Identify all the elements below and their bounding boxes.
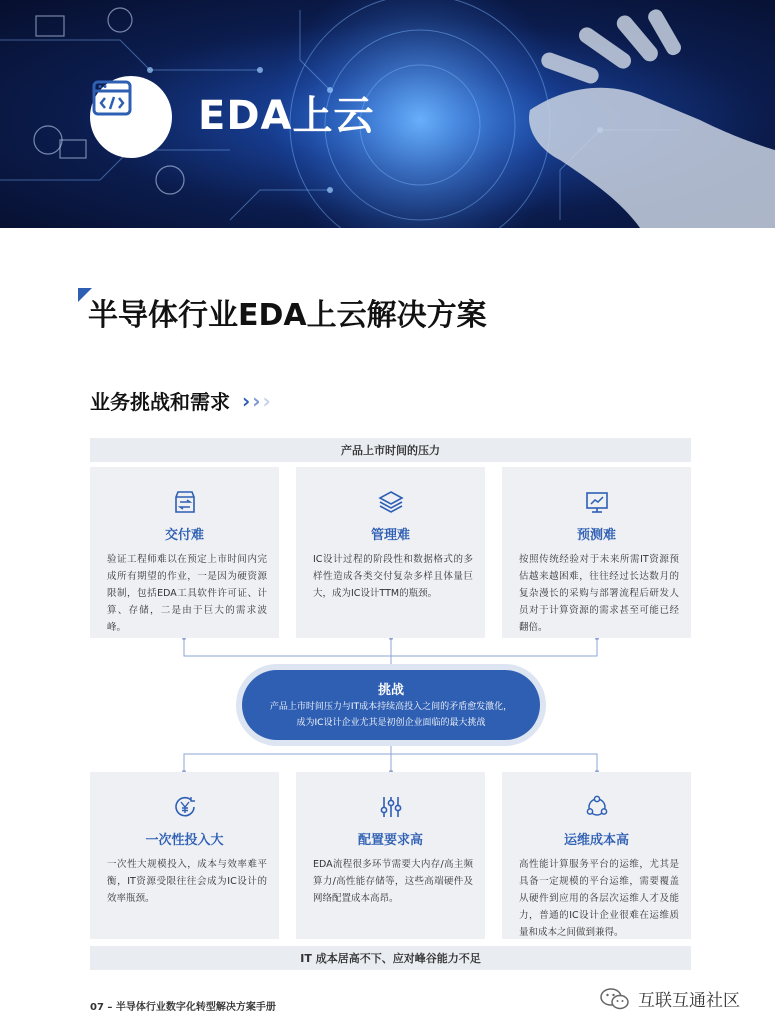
- layers-icon: [378, 489, 404, 515]
- chevron-right-icon: ›: [262, 388, 271, 413]
- challenge-pill: [242, 670, 540, 740]
- chart-monitor-icon: [584, 489, 610, 515]
- network-cycle-icon: [584, 794, 610, 820]
- banner-title: EDA上云: [198, 93, 375, 139]
- card-ops-cost: [502, 772, 691, 939]
- card-text: 验证工程师难以在预定上市时间内完成所有期望的作业，一是因为硬资源限制，包括EDA工具软件许可证、计算、存储，二是由于巨大的需求波峰。: [107, 554, 267, 633]
- card-title: 预测难: [576, 528, 616, 543]
- bottom-cost-bar: IT 成本居高不下、应对峰谷能力不足: [90, 946, 691, 970]
- page-title: 半导体行业EDA上云解决方案: [88, 298, 487, 333]
- card-upfront-cost: [90, 772, 279, 939]
- chevron-right-icon: ›: [252, 388, 261, 413]
- card-text: 一次性大规模投入，成本与效率难平衡，IT资源受限往往会成为IC设计的效率瓶颈。: [107, 859, 267, 904]
- box-exchange-icon: [172, 489, 198, 515]
- card-text: 高性能计算服务平台的运维，尤其是具备一定规模的平台运维，需要覆盖从硬件到应用的各层次运维人才及能力，普通的IC设计企业很难在运维质量和成本之间做到兼得。: [519, 859, 679, 938]
- challenge-text-line-2: 成为IC设计企业尤其是初创企业面临的最大挑战: [296, 718, 486, 728]
- card-title: 运维成本高: [563, 833, 629, 848]
- card-title: 配置要求高: [357, 833, 423, 848]
- footer-brand-text: 互联互通社区: [638, 991, 740, 1011]
- yen-coin-icon: [172, 794, 198, 820]
- challenge-text-line-1: 产品上市时间压力与IT成本持续高投入之间的矛盾愈发激化，: [269, 702, 513, 712]
- subheading-text: 业务挑战和需求: [90, 390, 230, 414]
- card-config-requirements: [296, 772, 485, 939]
- card-text: EDA流程很多环节需要大内存/高主频算力/高性能存储等，这些高端硬件及网络配置成本高昂。: [313, 859, 473, 904]
- chevron-right-icon: ›: [242, 388, 251, 413]
- top-pressure-bar: 产品上市时间的压力: [90, 438, 691, 462]
- footer-brand: [600, 986, 740, 1011]
- footer-page-label: 07 – 半导体行业数字化转型解决方案手册: [90, 1002, 276, 1013]
- sliders-icon: [378, 794, 404, 820]
- card-text: IC设计过程的阶段性和数据格式的多样性造成各类交付复杂多样且体量巨大，成为IC设计TTM的瓶颈。: [313, 554, 473, 599]
- card-text: 按照传统经验对于未来所需IT资源预估越来越困难，往往经过长达数月的复杂漫长的采购与部署流程后研发人员对于计算资源的需求甚至可能已经翻倍。: [519, 554, 679, 633]
- card-title: 管理难: [370, 528, 410, 543]
- challenge-title: 挑战: [377, 683, 404, 698]
- wechat-icon: [600, 988, 630, 1010]
- card-title: 交付难: [164, 528, 204, 543]
- card-forecast: [502, 467, 691, 638]
- card-delivery: [90, 467, 279, 638]
- card-management: [296, 467, 485, 638]
- card-title: 一次性投入大: [145, 833, 224, 848]
